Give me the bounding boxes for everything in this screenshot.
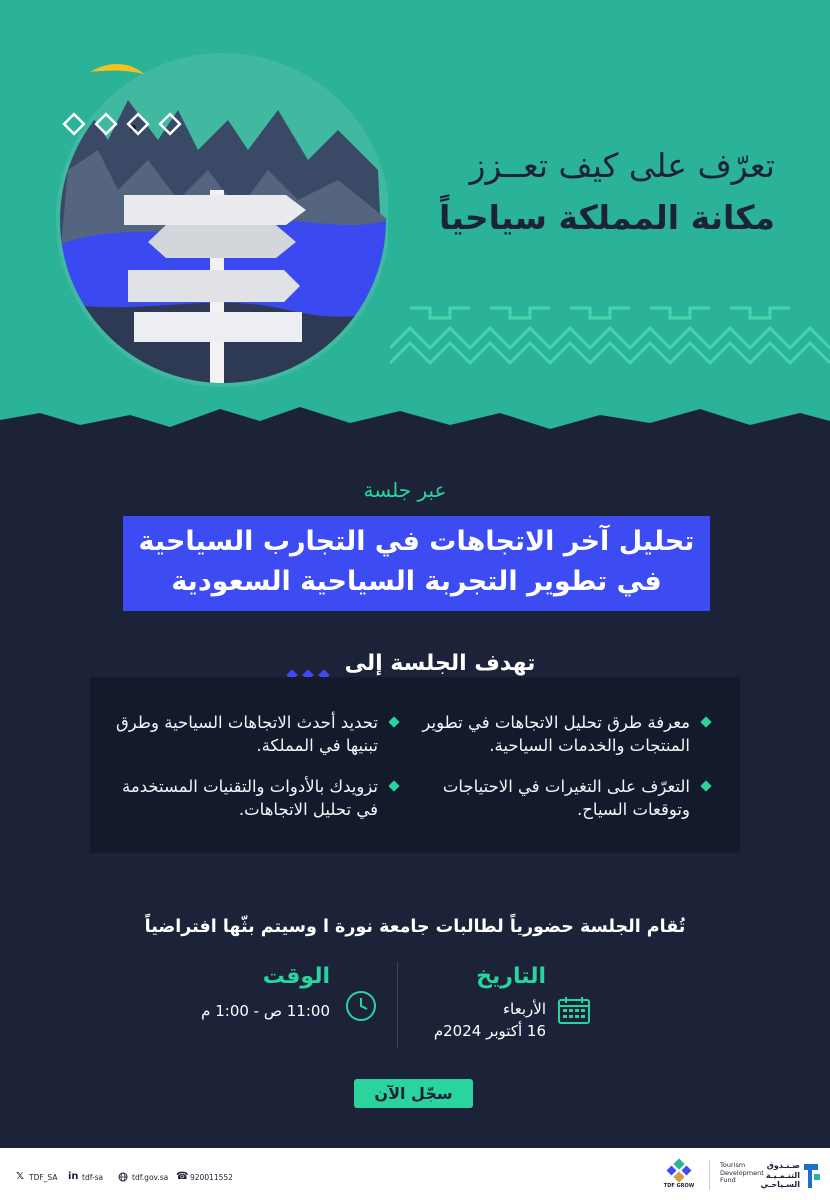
headline-line-2: مكانة المملكة سياحياً [439,198,775,237]
tdf-arabic-name [758,1161,800,1190]
attendance-notice: تُقام الجلسة حضورياً لطالبات جامعة نورة ا وسيتم بثّها افتراضياً [144,917,686,937]
tdf-en-line: Tourism [720,1161,746,1169]
date-time-divider [397,962,398,1048]
goal-text: تحديد أحدث الاتجاهات السياحية وطرق تبنيها في المملكة. [115,713,378,755]
phone-icon: ☎ [176,1171,189,1182]
tdf-en-line: Fund [720,1176,736,1184]
sadu-pattern [390,288,830,378]
goals-heading: تهدف الجلسة إلى [344,651,536,676]
goal-item [100,775,400,821]
headline-line-1: تعرّف على كيف تعــزز [469,146,775,185]
session-title [123,522,710,602]
date-label: التاريخ [476,964,546,989]
diamond-bullet-icon [700,780,712,792]
date-day: الأربعاء [502,1000,546,1018]
goal-text: التعرّف على التغيرات في الاحتياجات وتوقعات السياح. [442,777,690,819]
tdf-english-name [720,1162,762,1185]
tdf-ar-line: التنـمـيـة [766,1170,800,1180]
social-website[interactable] [118,1172,168,1182]
diamond-bullet-icon [388,780,400,792]
social-x[interactable] [15,1172,57,1182]
social-website-text: tdf.gov.sa [132,1172,169,1182]
goal-item [412,711,712,757]
diamond-bullet-icon [700,716,712,728]
tdf-ar-line: السـياحـي [760,1180,800,1189]
goals-panel [90,677,740,853]
session-title-line-1: تحليل آخر الاتجاهات في التجارب السياحية [138,526,695,557]
goal-item [412,775,712,821]
x-icon: 𝕏 [15,1171,25,1182]
clock-icon [345,990,377,1022]
logo-separator [709,1160,710,1190]
goal-text: معرفة طرق تحليل الاتجاهات في تطوير المنتجات والخدمات السياحية. [422,713,690,755]
via-label: عبر جلسة [363,478,447,502]
register-button[interactable]: سجّل الآن [354,1079,473,1108]
tdf-logo-mark [800,1160,822,1192]
social-phone-text: 920011552 [190,1172,233,1182]
diamond-decor-icon [62,112,192,138]
tdf-ar-line: صـنـدوق [766,1161,800,1170]
date-value: 16 أكتوبر 2024م [433,1022,546,1040]
session-title-line-2: في تطوير التجربة السياحية السعودية [171,566,662,597]
hero-section [0,0,830,430]
tdf-en-line: Development [720,1168,764,1177]
globe-icon [118,1172,128,1182]
time-label: الوقت [262,964,330,989]
time-value: 11:00 ص - 1:00 م [201,1002,330,1020]
social-x-text: TDF_SA [29,1172,58,1182]
tdf-grow-label: TDF GROW [663,1183,695,1189]
goal-text: تزويدك بالأدوات والتقنيات المستخدمة في تحليل الاتجاهات. [122,777,378,819]
calendar-icon [557,995,591,1025]
social-linkedin-text: tdf-sa [82,1172,104,1182]
social-phone[interactable] [176,1172,233,1182]
torn-edge [0,395,830,455]
social-linkedin[interactable] [68,1172,103,1182]
goal-item [100,711,400,757]
headline [415,140,775,244]
linkedin-icon: in [68,1171,79,1182]
signpost-illustration [48,50,388,390]
diamond-bullet-icon [388,716,400,728]
